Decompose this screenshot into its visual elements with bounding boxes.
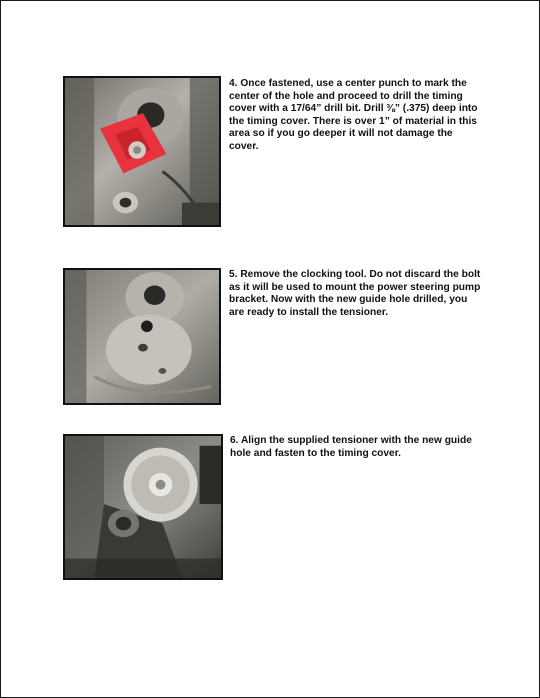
step-5 — [63, 268, 483, 406]
tensioner-installed-photo — [63, 434, 223, 580]
step-6-instructions: 6. Align the supplied tensioner with the new guide hole and fasten to the timing cover. — [230, 435, 472, 459]
drilled-guide-hole-photo — [63, 268, 221, 405]
timing-cover-clocking-tool-photo — [63, 76, 221, 227]
step-4-instructions: 4. Once fastened, use a center punch to mark the center of the hole and proceed to drill the timing cover with a 17/64” drill bit. Drill ⅜” (.375) deep into the timing cover. There is over 1” of material in this area so if you go deeper it will not damage the cover. — [229, 78, 478, 152]
step-4 — [63, 76, 483, 228]
step-6 — [63, 434, 483, 580]
step-5-instructions: 5. Remove the clocking tool. Do not discard the bolt as it will be used to mount the power steering pump bracket. Now with the new guide hole drilled, you are ready to install the tensioner. — [229, 269, 481, 318]
